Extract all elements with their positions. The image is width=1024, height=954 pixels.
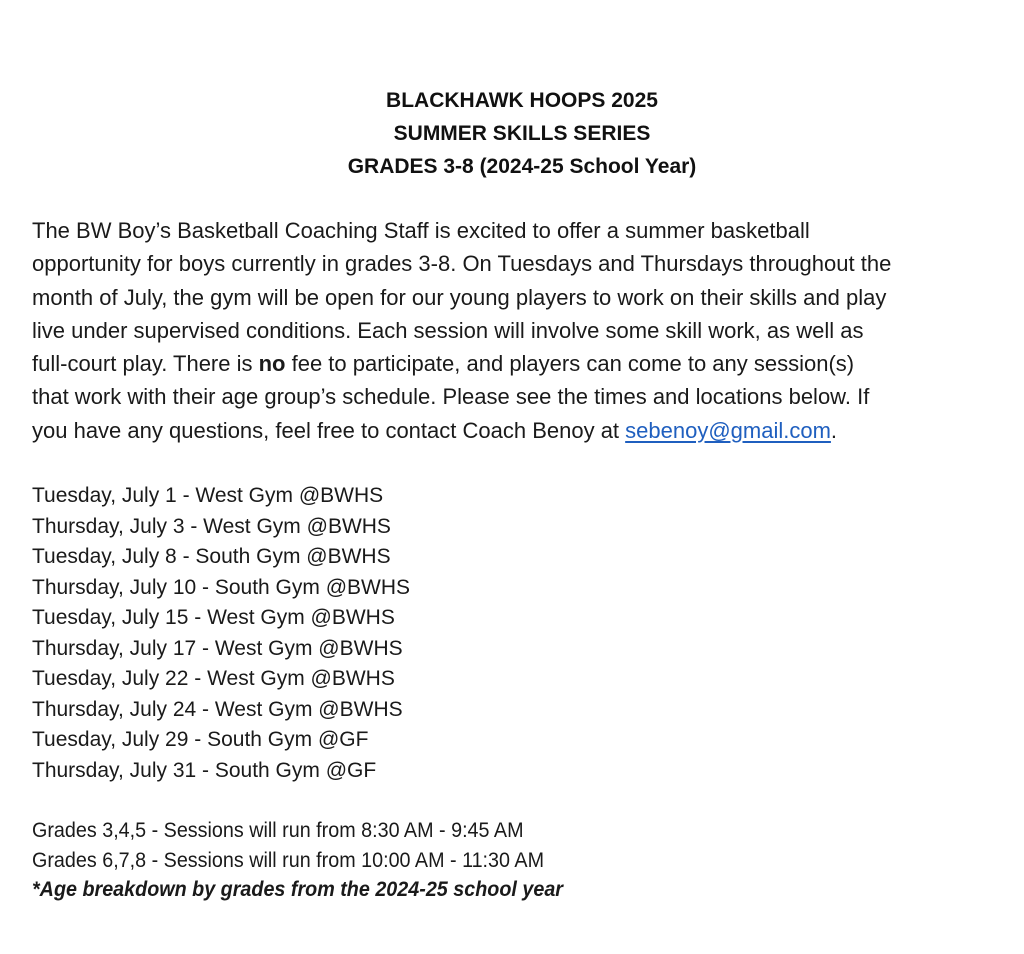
schedule-item: Thursday, July 24 - West Gym @BWHS: [32, 697, 403, 721]
intro-line: month of July, the gym will be open for our young players to work on their skills and play: [32, 284, 887, 310]
intro-paragraph: [32, 214, 1017, 447]
schedule-item: Thursday, July 31 - South Gym @GF: [32, 758, 377, 782]
title-line-grades: GRADES 3-8 (2024-25 School Year): [347, 155, 697, 178]
intro-line: live under supervised conditions. Each session will involve some skill work, as well as: [32, 317, 864, 343]
title-line-program: BLACKHAWK HOOPS 2025: [386, 89, 658, 112]
email-link[interactable]: sebenoy@gmail.com: [625, 417, 831, 443]
intro-line: The BW Boy’s Basketball Coaching Staff is excited to offer a summer basketball: [32, 218, 810, 243]
schedule-item: Thursday, July 3 - West Gym @BWHS: [32, 514, 391, 538]
intro-line: that work with their age group’s schedule. Please see the times and locations below. If: [32, 384, 870, 410]
schedule-item: Tuesday, July 15 - West Gym @BWHS: [32, 606, 395, 629]
intro-text: full-court play. There is: [32, 351, 259, 377]
intro-text: .: [830, 417, 838, 443]
schedule-item: Tuesday, July 8 - South Gym @BWHS: [32, 545, 391, 568]
schedule-item: Thursday, July 17 - West Gym @BWHS: [32, 636, 403, 660]
session-schedule-list: [32, 481, 410, 786]
emphasis-no: no: [258, 351, 286, 377]
intro-text: fee to participate, and players can come to any session(s): [285, 351, 855, 377]
session-time-grades-6-8: Grades 6,7,8 - Sessions will run from 10:00 AM - 11:30 AM: [32, 848, 545, 872]
intro-line: opportunity for boys currently in grades 3-8. On Tuesdays and Thursdays throughout the: [32, 251, 892, 277]
flyer-title: [0, 84, 1024, 183]
intro-line-fee: [32, 347, 1017, 380]
intro-text: you have any questions, feel free to contact Coach Benoy at: [32, 417, 626, 443]
title-line-series: SUMMER SKILLS SERIES: [393, 122, 651, 145]
session-times: [32, 816, 597, 905]
schedule-item: Tuesday, July 1 - West Gym @BWHS: [32, 484, 384, 507]
schedule-item: Tuesday, July 22 - West Gym @BWHS: [32, 667, 395, 690]
age-breakdown-footnote: *Age breakdown by grades from the 2024-25 school year: [32, 878, 563, 901]
schedule-item: Tuesday, July 29 - South Gym @GF: [32, 728, 369, 751]
session-time-grades-3-5: Grades 3,4,5 - Sessions will run from 8:30 AM - 9:45 AM: [32, 819, 524, 842]
schedule-item: Thursday, July 10 - South Gym @BWHS: [32, 575, 411, 599]
intro-line-contact: [32, 414, 1017, 447]
